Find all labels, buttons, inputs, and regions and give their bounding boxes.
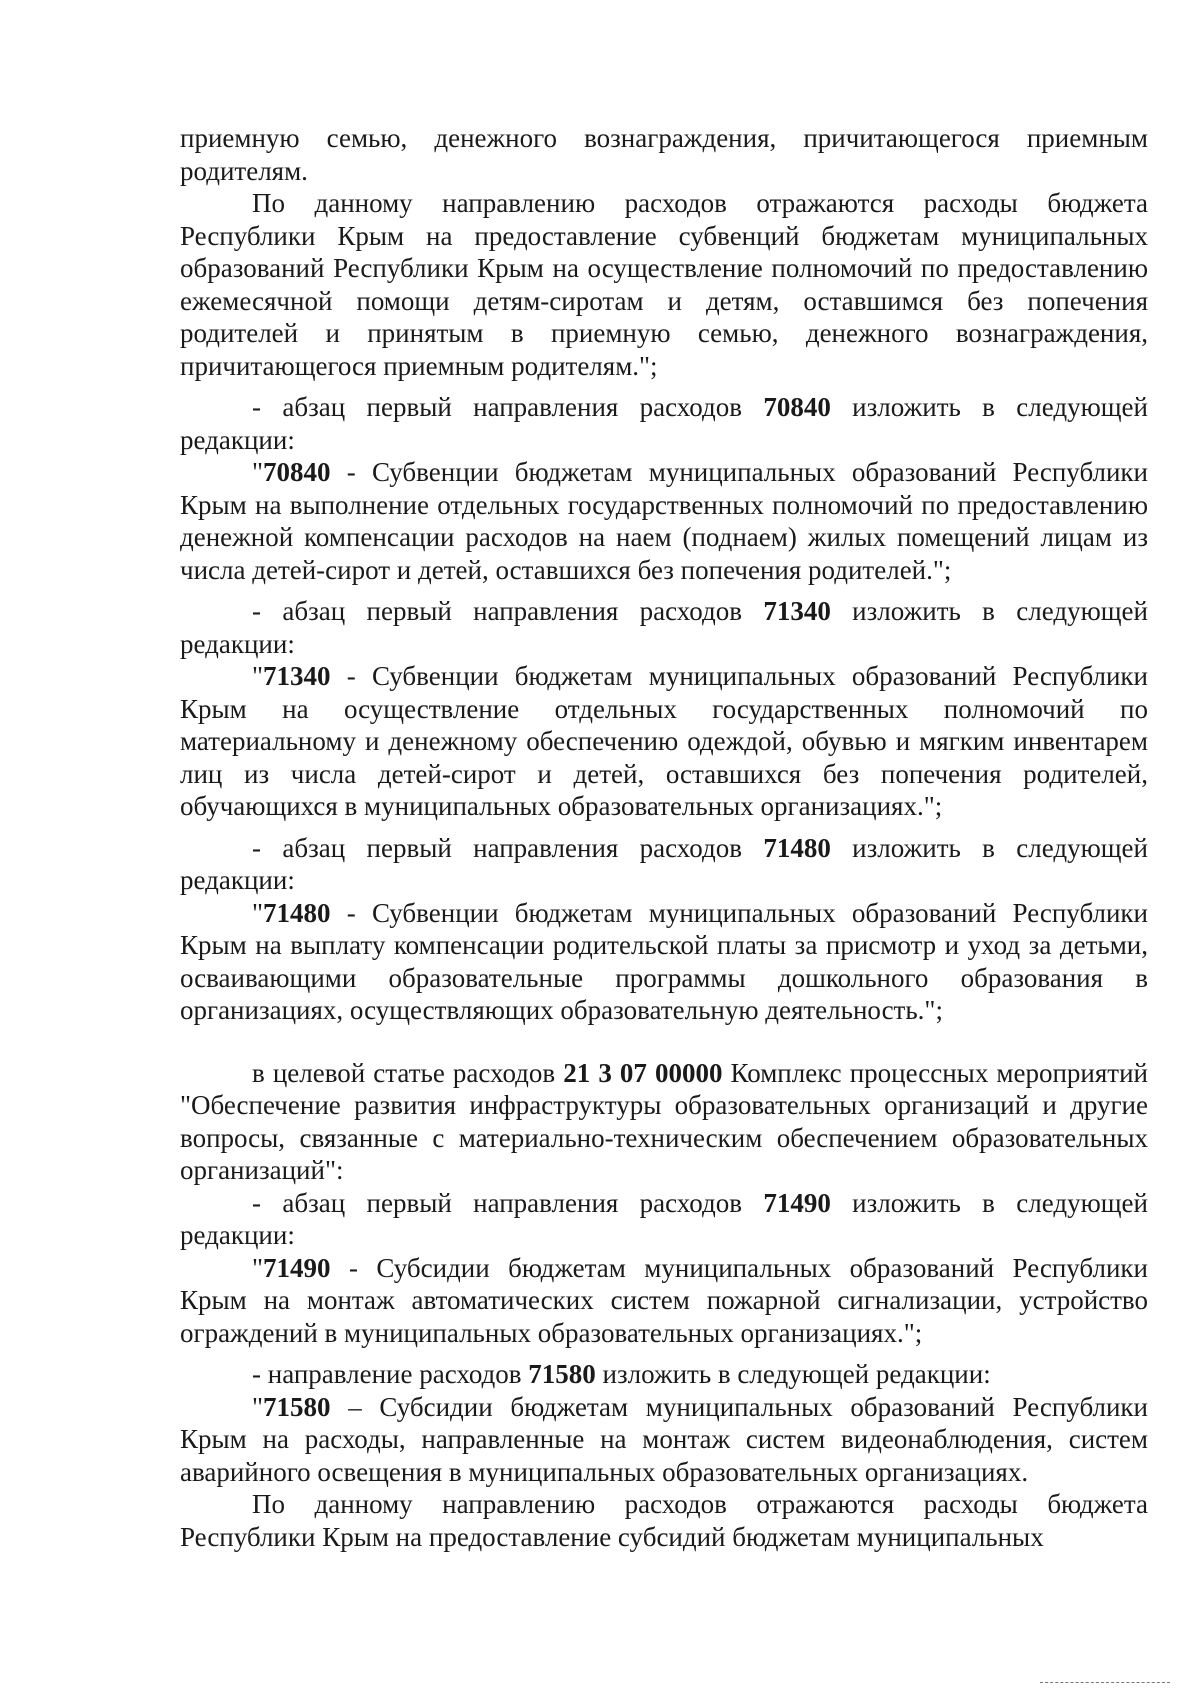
- paragraph-amend-71580: [180, 1358, 1148, 1391]
- expense-code: 71340: [263, 661, 331, 691]
- expense-code: 71580: [528, 1359, 596, 1389]
- text: - абзац первый направления расходов: [252, 392, 764, 422]
- expense-code: 71480: [263, 897, 331, 928]
- text: Комплекс процессных мероприятий "Обеспечение развития инфраструктуры образовательных организаций и другие вопросы, связанные с материально-техническим обеспечением образовательных организаций":: [180, 1057, 1148, 1185]
- text: изложить в следующей редакции:: [180, 832, 1148, 895]
- text: - абзац первый направления расходов: [252, 1187, 764, 1218]
- paragraph-budget-note: По данному направлению расходов отражаются расходы бюджета Республики Крым на предоставление субвенций бюджетам муниципальных образований Республики Крым на осуществление полномочий по предоставлению ежемесячной помощи детям-сиротам и детям, оставшимся без попечения родителей и принятым в приемную семью, денежного вознаграждения, причитающегося приемным родителям.";: [180, 188, 1148, 381]
- text: ": [252, 1252, 264, 1283]
- expense-code: 71480: [763, 832, 831, 863]
- footer-divider: [1040, 1682, 1170, 1683]
- expense-code: 71340: [763, 596, 831, 626]
- paragraph-amend-71480: [180, 832, 1148, 897]
- text: – Субсидии бюджетам муниципальных образований Республики Крым на расходы, направленные на монтаж систем видеонаблюдения, систем аварийного освещения в муниципальных образовательных организациях.: [180, 1391, 1148, 1487]
- text: ": [252, 897, 264, 928]
- expense-code: 71580: [263, 1391, 331, 1422]
- paragraph-definition-70840: [180, 456, 1148, 586]
- text: - абзац первый направления расходов: [252, 596, 764, 626]
- paragraph-target-article: [180, 1057, 1148, 1187]
- paragraph-definition-71340: [180, 660, 1148, 823]
- paragraph-amend-71490: [180, 1187, 1148, 1252]
- text: - Субвенции бюджетам муниципальных образований Республики Крым на выплату компенсации родительской платы за присмотр и уход за детьми, осваивающими образовательные программы дошкольного образования в организациях, осуществляющих образовательную деятельность.";: [180, 897, 1148, 1025]
- text: - Субвенции бюджетам муниципальных образований Республики Крым на выполнение отдельных государственных полномочий по предоставлению денежной компенсации расходов на наем (поднаем) жилых помещений лицам из числа детей-сирот и детей, оставшихся без попечения родителей.";: [180, 457, 1148, 585]
- paragraph-definition-71490: [180, 1252, 1148, 1350]
- target-article-code: 21 3 07 00000: [563, 1057, 723, 1088]
- text: ": [252, 457, 264, 487]
- paragraph-budget-note-end: По данному направлению расходов отражаются расходы бюджета Республики Крым на предоставление субсидий бюджетам муниципальных: [180, 1489, 1148, 1552]
- paragraph-definition-71580: [180, 1391, 1148, 1489]
- text: - абзац первый направления расходов: [252, 832, 764, 863]
- text: в целевой статье расходов: [252, 1057, 564, 1088]
- expense-code: 70840: [263, 457, 331, 487]
- expense-code: 71490: [763, 1187, 831, 1218]
- expense-code: 70840: [763, 392, 831, 422]
- paragraph-continuation: приемную семью, денежного вознаграждения, причитающегося приемным родителям.: [180, 123, 1148, 186]
- text: - Субвенции бюджетам муниципальных образований Республики Крым на осуществление отдельных государственных полномочий по материальному и денежному обеспечению одеждой, обувью и мягким инвентарем лиц из числа детей-сирот и детей, оставшихся без попечения родителей, обучающихся в муниципальных образовательных организациях.";: [180, 661, 1148, 821]
- text: ": [252, 661, 264, 691]
- text: изложить в следующей редакции:: [180, 392, 1148, 455]
- paragraph-amend-71340: [180, 595, 1148, 660]
- text: изложить в следующей редакции:: [595, 1359, 991, 1389]
- text: ": [252, 1391, 264, 1422]
- paragraph-definition-71480: [180, 897, 1148, 1027]
- text: изложить в следующей редакции:: [180, 1187, 1148, 1250]
- text: - направление расходов: [252, 1359, 529, 1389]
- paragraph-amend-70840: [180, 391, 1148, 456]
- document-page: [180, 122, 1148, 1553]
- text: изложить в следующей редакции:: [180, 596, 1148, 659]
- text: - Субсидии бюджетам муниципальных образований Республики Крым на монтаж автоматических систем пожарной сигнализации, устройство ограждений в муниципальных образовательных организациях.";: [180, 1252, 1148, 1348]
- expense-code: 71490: [263, 1252, 331, 1283]
